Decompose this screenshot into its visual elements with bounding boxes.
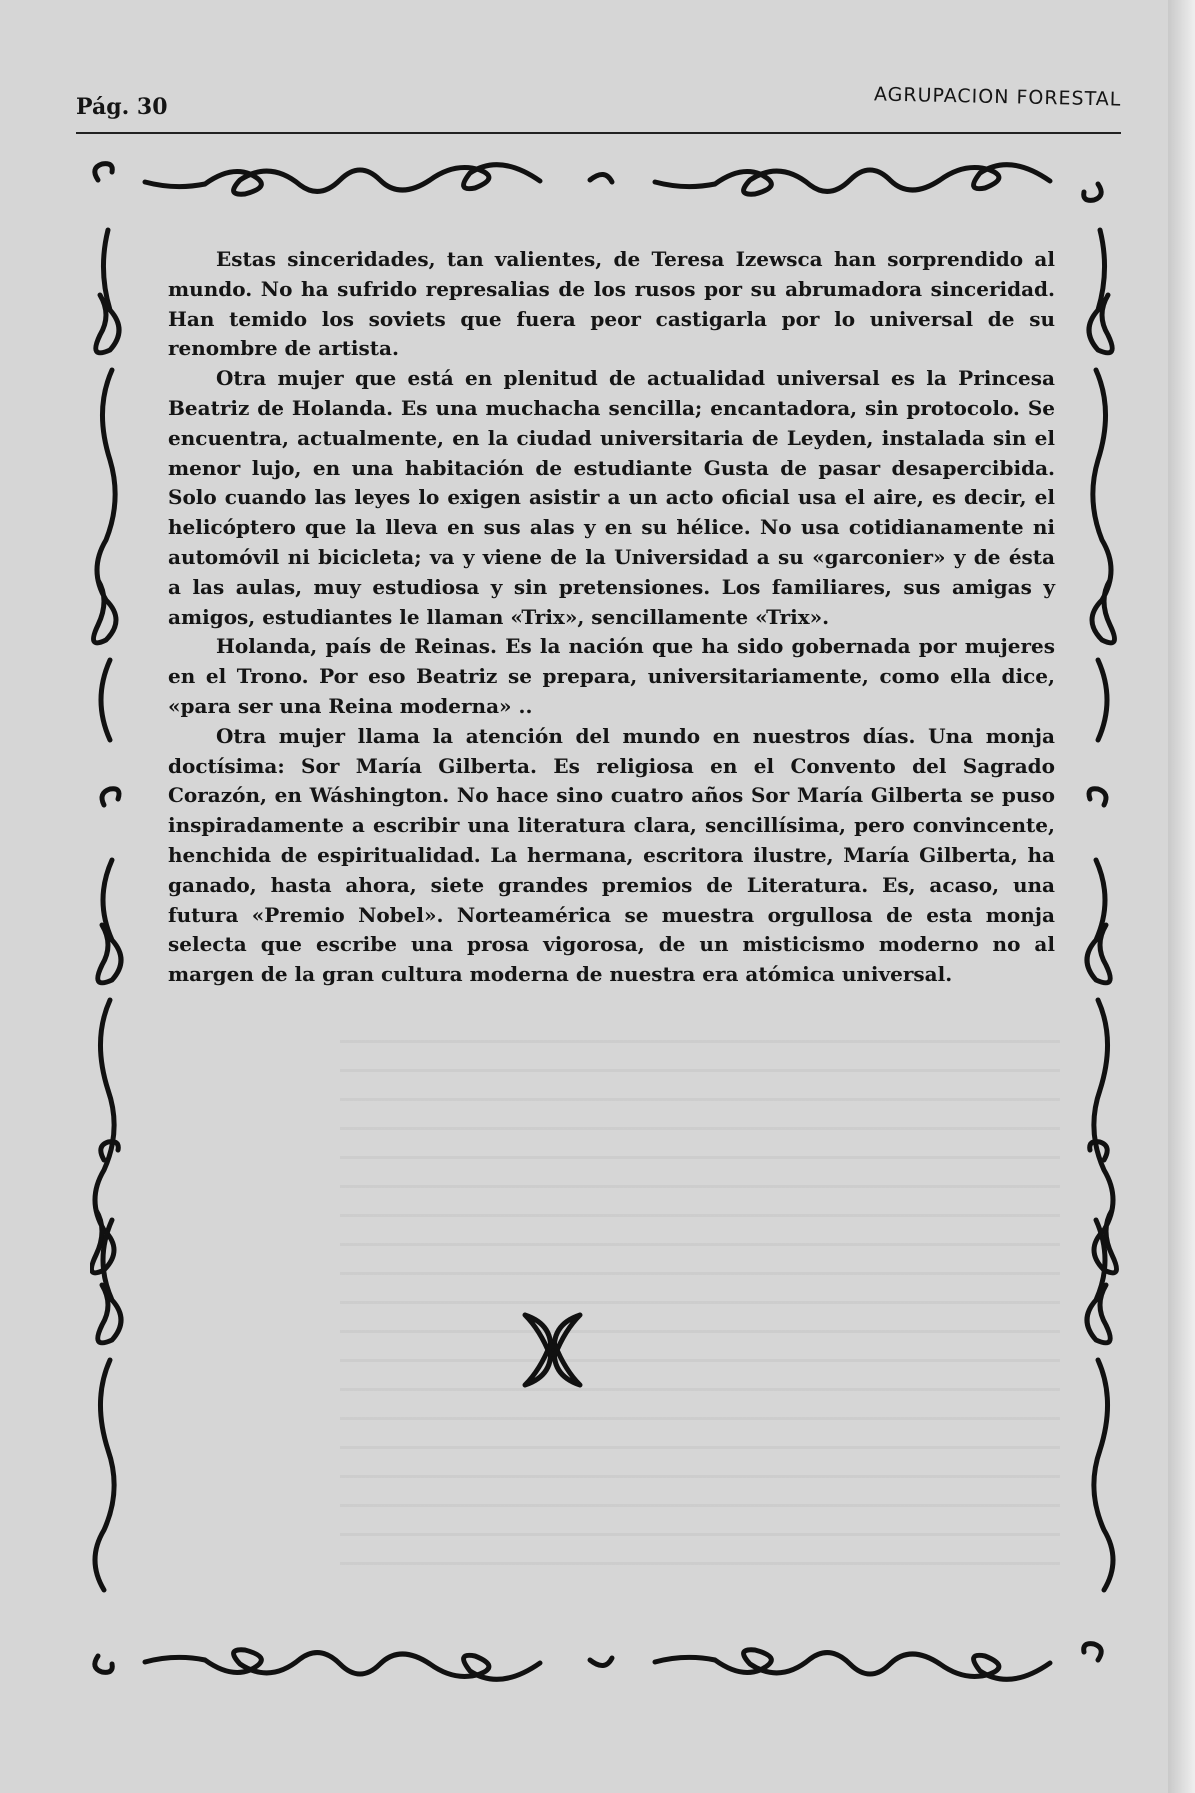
page-number: Pág. 30: [76, 94, 168, 120]
fleuron-icon: [525, 1315, 580, 1385]
bottom-border: [95, 1644, 1101, 1680]
page-header: [76, 84, 1121, 128]
left-border: [92, 230, 122, 1590]
header-rule: [76, 132, 1121, 134]
paragraph: Otra mujer llama la atención del mundo en nuestros días. Una monja doctísima: Sor María Gilberta. Es religiosa en el Convento del Sagrado Corazón, en Wáshington. No hace sino cuatro años Sor María Gilberta se puso inspiradamente a escribir una literatura clara, sencillísima, pero convincente, henchida de espiritualidad. La hermana, escritora ilustre, María Gilberta, ha ganado, hasta ahora, siete grandes premios de Literatura. Es, acaso, una futura «Premio Nobel». Norteamérica se muestra orgullosa de esta monja selecta que escribe una prosa vigorosa, de un misticismo moderno no al margen de la gran cultura moderna de nuestra era atómica universal.: [168, 723, 1055, 987]
page-spine-shadow: [1168, 0, 1195, 1793]
paragraph: Otra mujer que está en plenitud de actualidad universal es la Princesa Beatriz de Holanda. Es una muchacha sencilla; encantadora, sin protocolo. Se encuentra, actualmente, en la ciudad universitaria de Leyden, instalada sin el menor lujo, en una habitación de estudiante Gusta de pasar desapercibida. Solo cuando las leyes lo exigen asistir a un acto oficial usa el aire, es decir, el helicóptero que la lleva en sus alas y en su hélice. No usa cotidianamente ni automóvil ni bicicleta; va y viene de la Universidad a su «garconier» y de ésta a las aulas, muy estudiosa y sin pretensiones. Los familiares, sus amigas y amigos, estudiantes le llaman «Trix», sencillamente «Trix».: [168, 366, 1055, 629]
running-title: AGRUPACION FORESTAL: [873, 83, 1122, 111]
right-border: [1087, 230, 1117, 1590]
top-border: [95, 164, 1101, 201]
paragraph: Holanda, país de Reinas. Es la nación que ha sido gobernada por mujeres en el Trono. Por eso Beatriz se prepara, universitariamente, como ella dice, «para ser una Reina moderna» ..: [168, 634, 1055, 718]
article-body: [168, 245, 1055, 990]
paragraph: Estas sinceridades, tan valientes, de Teresa Izewsca han sorprendido al mundo. No ha sufrido represalias de los rusos por su abrumadora sinceridad. Han temido los soviets que fuera peor castigarla por lo universal de su renombre de artista.: [168, 247, 1055, 361]
